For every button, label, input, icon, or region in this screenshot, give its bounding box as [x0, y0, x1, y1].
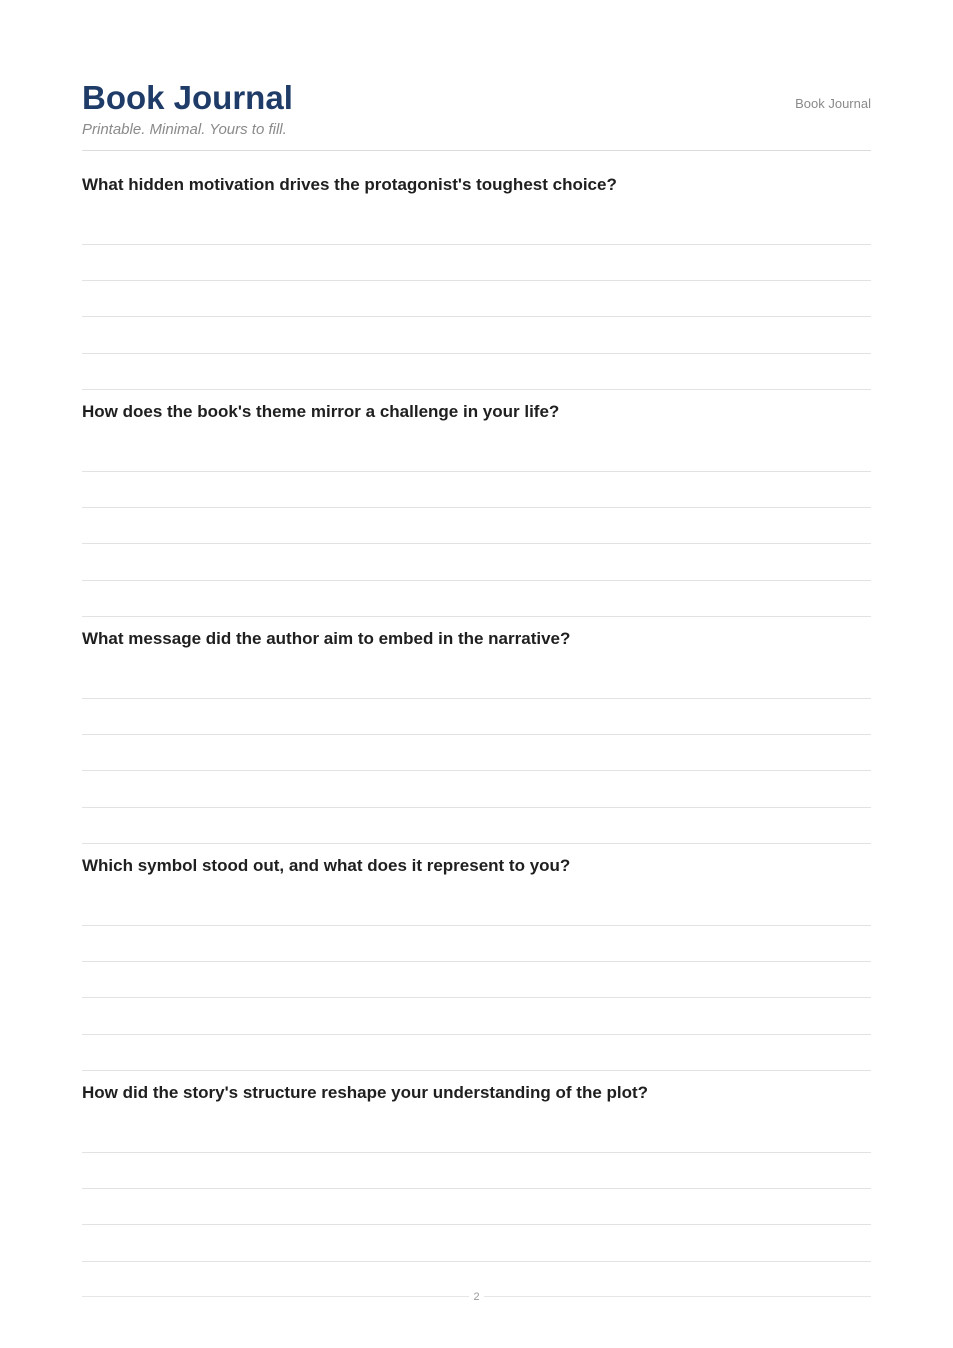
question-block	[82, 1080, 871, 1307]
question-text: How did the story's structure reshape your understanding of the plot?	[82, 1083, 649, 1102]
answer-line[interactable]	[82, 925, 871, 926]
running-title: Book Journal	[795, 96, 871, 111]
answer-line[interactable]	[82, 507, 871, 508]
answer-line[interactable]	[82, 616, 871, 617]
answer-line[interactable]	[82, 471, 871, 472]
answer-line[interactable]	[82, 280, 871, 281]
answer-line[interactable]	[82, 244, 871, 245]
question-text: What hidden motivation drives the protagonist's toughest choice?	[82, 175, 617, 194]
answer-line[interactable]	[82, 580, 871, 581]
journal-page	[82, 0, 871, 1348]
answer-line[interactable]	[82, 997, 871, 998]
question-text: How does the book's theme mirror a challenge in your life?	[82, 402, 560, 421]
answer-line[interactable]	[82, 1152, 871, 1153]
answer-line[interactable]	[82, 843, 871, 844]
page-title: Book Journal	[82, 79, 293, 116]
question-block	[82, 399, 871, 626]
answer-line[interactable]	[82, 1034, 871, 1035]
answer-line[interactable]	[82, 1188, 871, 1189]
question-block	[82, 853, 871, 1080]
answer-line[interactable]	[82, 770, 871, 771]
answer-line[interactable]	[82, 1070, 871, 1071]
question-text: Which symbol stood out, and what does it represent to you?	[82, 856, 571, 875]
page-header	[82, 78, 871, 151]
answer-line[interactable]	[82, 1224, 871, 1225]
question-list	[82, 172, 871, 1307]
answer-line[interactable]	[82, 961, 871, 962]
answer-line[interactable]	[82, 353, 871, 354]
question-block	[82, 626, 871, 853]
answer-line[interactable]	[82, 316, 871, 317]
question-block	[82, 172, 871, 399]
question-text: What message did the author aim to embed in the narrative?	[82, 629, 571, 648]
answer-line[interactable]	[82, 1261, 871, 1262]
page-number-text: 2	[469, 1291, 483, 1303]
answer-line[interactable]	[82, 698, 871, 699]
answer-line[interactable]	[82, 389, 871, 390]
answer-line[interactable]	[82, 543, 871, 544]
page-number	[82, 1290, 871, 1304]
answer-line[interactable]	[82, 807, 871, 808]
answer-line[interactable]	[82, 734, 871, 735]
page-subtitle: Printable. Minimal. Yours to fill.	[82, 121, 287, 138]
